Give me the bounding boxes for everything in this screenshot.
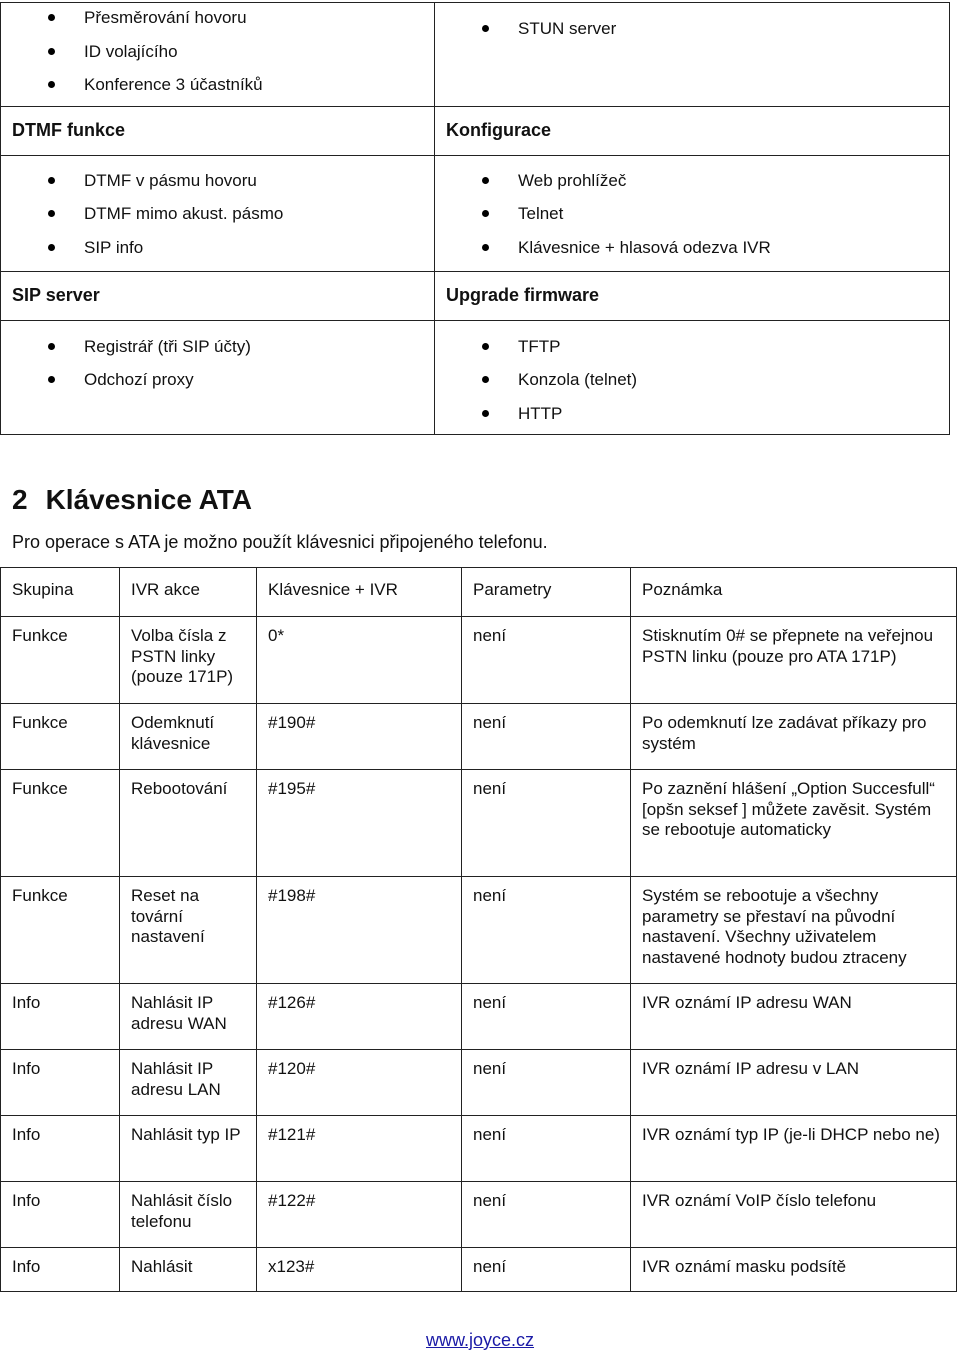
cell-note: Stisknutím 0# se přepnete na veřejnou PSTN linku (pouze pro ATA 171P) [631, 617, 957, 704]
cell-ivr-action: Nahlásit číslo telefonu [120, 1182, 257, 1248]
cell-parameters: není [462, 704, 631, 770]
cell-keypad-code: #126# [257, 984, 462, 1050]
cell-group: Funkce [1, 877, 120, 984]
cell-note: IVR oznámí IP adresu v LAN [631, 1050, 957, 1116]
cell-keypad-code: #198# [257, 877, 462, 984]
cell-group: Info [1, 1182, 120, 1248]
feature-list-item: Odchozí proxy [1, 367, 434, 401]
cell-keypad-code: #121# [257, 1116, 462, 1182]
keypad-table-header [1, 568, 957, 617]
feature-list-item: ID volajícího [1, 39, 434, 73]
cell-parameters: není [462, 877, 631, 984]
sip-heading: SIP server [1, 271, 435, 320]
cell-ivr-action: Rebootování [120, 770, 257, 877]
table-row [1, 877, 957, 984]
feature-cell-config [435, 155, 950, 271]
config-list [435, 156, 949, 269]
feature-list-item: Konference 3 účastníků [1, 72, 434, 106]
feature-list-item: Web prohlížeč [435, 168, 949, 202]
cell-parameters: není [462, 1248, 631, 1292]
cell-ivr-action: Reset na tovární nastavení [120, 877, 257, 984]
cell-note: IVR oznámí typ IP (je-li DHCP nebo ne) [631, 1116, 957, 1182]
cell-parameters: není [462, 1116, 631, 1182]
cell-group: Info [1, 1248, 120, 1292]
cell-ivr-action: Nahlásit typ IP [120, 1116, 257, 1182]
cell-parameters: není [462, 1182, 631, 1248]
config-heading: Konfigurace [435, 106, 950, 155]
feature-list-item: STUN server [435, 16, 949, 50]
feature-cell-upgrade [435, 320, 950, 435]
feature-list-item: Přesměrování hovoru [1, 5, 434, 39]
table-row [1, 1182, 957, 1248]
feature-list-item: Telnet [435, 201, 949, 235]
cell-group: Info [1, 1050, 120, 1116]
feature-cell-stun [435, 3, 950, 107]
section-title: Klávesnice ATA [45, 484, 253, 515]
feature-list-item: SIP info [1, 235, 434, 269]
cell-group: Funkce [1, 770, 120, 877]
footer [0, 1330, 960, 1351]
cell-ivr-action: Nahlásit IP adresu LAN [120, 1050, 257, 1116]
table-row [1, 1050, 957, 1116]
feature-list-item: DTMF mimo akust. pásmo [1, 201, 434, 235]
sip-list [1, 321, 434, 401]
cell-parameters: není [462, 1050, 631, 1116]
header-note: Poznámka [631, 568, 957, 617]
table-row [1, 617, 957, 704]
cell-ivr-action: Nahlásit [120, 1248, 257, 1292]
feature-list-item: Klávesnice + hlasová odezva IVR [435, 235, 949, 269]
cell-keypad-code: #120# [257, 1050, 462, 1116]
cell-keypad-code: x123# [257, 1248, 462, 1292]
feature-list-item: Konzola (telnet) [435, 367, 949, 401]
feature-list-item: DTMF v pásmu hovoru [1, 168, 434, 202]
dtmf-heading: DTMF funkce [1, 106, 435, 155]
cell-ivr-action: Odemknutí klávesnice [120, 704, 257, 770]
cell-note: Po odemknutí lze zadávat příkazy pro systém [631, 704, 957, 770]
section-intro: Pro operace s ATA je možno použít klávesnici připojeného telefonu. [12, 532, 548, 552]
cell-keypad-code: #190# [257, 704, 462, 770]
header-ivr-action: IVR akce [120, 568, 257, 617]
cell-group: Info [1, 1116, 120, 1182]
section-number: 2 [12, 484, 28, 515]
footer-link[interactable]: www.joyce.cz [425, 1330, 535, 1350]
feature-list-item: TFTP [435, 334, 949, 368]
cell-note: Po zaznění hlášení „Option Succesfull“ [opšn seksef ] můžete zavěsit. Systém se rebootuje automaticky [631, 770, 957, 877]
cell-group: Info [1, 984, 120, 1050]
cell-keypad-code: 0* [257, 617, 462, 704]
table-row [1, 1248, 957, 1292]
cell-ivr-action: Nahlásit IP adresu WAN [120, 984, 257, 1050]
cell-keypad-code: #195# [257, 770, 462, 877]
table-row [1, 770, 957, 877]
header-group: Skupina [1, 568, 120, 617]
cell-note: IVR oznámí IP adresu WAN [631, 984, 957, 1050]
feature-table [0, 2, 950, 435]
call-features-list [1, 3, 434, 106]
feature-list-item: Registrář (tři SIP účty) [1, 334, 434, 368]
cell-note: IVR oznámí VoIP číslo telefonu [631, 1182, 957, 1248]
feature-list-item: HTTP [435, 401, 949, 435]
table-row [1, 984, 957, 1050]
cell-ivr-action: Volba čísla z PSTN linky (pouze 171P) [120, 617, 257, 704]
cell-parameters: není [462, 984, 631, 1050]
section-heading [12, 484, 252, 516]
feature-cell-dtmf [1, 155, 435, 271]
header-parameters: Parametry [462, 568, 631, 617]
cell-parameters: není [462, 770, 631, 877]
cell-note: Systém se rebootuje a všechny parametry se přestaví na původní nastavení. Všechny uživatelem nastavené hodnoty budou ztraceny [631, 877, 957, 984]
table-row [1, 704, 957, 770]
cell-group: Funkce [1, 704, 120, 770]
keypad-table [0, 567, 957, 1292]
dtmf-list [1, 156, 434, 269]
feature-cell-call [1, 3, 435, 107]
header-keypad-ivr: Klávesnice + IVR [257, 568, 462, 617]
feature-cell-sip [1, 320, 435, 435]
upgrade-heading: Upgrade firmware [435, 271, 950, 320]
cell-parameters: není [462, 617, 631, 704]
cell-keypad-code: #122# [257, 1182, 462, 1248]
upgrade-list [435, 321, 949, 435]
cell-group: Funkce [1, 617, 120, 704]
cell-note: IVR oznámí masku podsítě [631, 1248, 957, 1292]
stun-features-list [435, 3, 949, 50]
table-row [1, 1116, 957, 1182]
